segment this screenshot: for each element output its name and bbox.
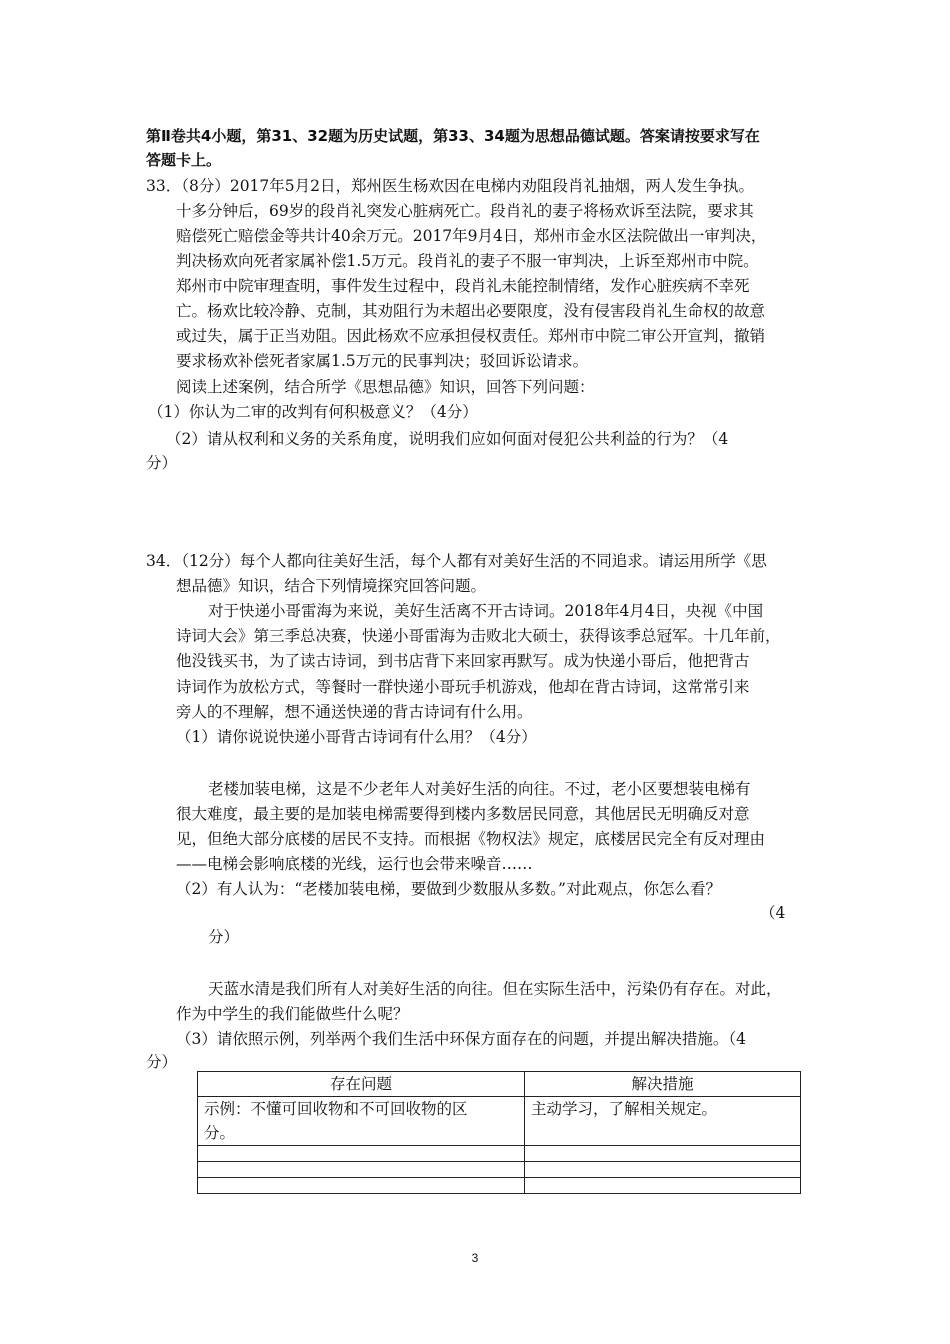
q34-intro-line: 34．（12分）每个人都向往美好生活，每个人都有对美好生活的不同追求。请运用所学《思 (146, 552, 767, 570)
q34-scenario1-line: 他没钱买书，为了读古诗词，到书店背下来回家再默写。成为快递小哥后，他把背古 (176, 652, 750, 670)
q34-scenario1-line: 诗词大会》第三季总决赛，快递小哥雷海为击败北大硕士，获得该季总冠军。十几年前， (176, 627, 781, 645)
answer-cell-solution[interactable] (525, 1146, 801, 1162)
table-row (198, 1178, 801, 1194)
q34-scenario1-line: 诗词作为放松方式，等餐时一群快递小哥玩手机游戏，他却在背古诗词，这常常引来 (176, 678, 750, 696)
table-row (198, 1162, 801, 1178)
example-problem-line2: 分。 (204, 1124, 236, 1142)
answer-cell-solution[interactable] (525, 1178, 801, 1194)
table-header-solution: 解决措施 (525, 1072, 801, 1097)
q33-line: 判决杨欢向死者家属补偿1.5万元。段肖礼的妻子不服一审判决，上诉至郑州市中院。 (176, 252, 759, 270)
table-example-solution: 主动学习，了解相关规定。 (525, 1097, 801, 1146)
q34-subquestion-3-cont: 分） (146, 1053, 178, 1071)
q34-subquestion-2-points: （4 (760, 904, 786, 922)
q33-line: 33．（8分）2017年5月2日，郑州医生杨欢因在电梯内劝阻段肖礼抽烟，两人发生争执。 (146, 177, 755, 195)
answer-cell-problem[interactable] (198, 1146, 525, 1162)
q33-prompt: 阅读上述案例，结合所学《思想品德》知识，回答下列问题： (176, 378, 595, 396)
q33-line: 要求杨欢补偿死者家属1.5万元的民事判决；驳回诉讼请求。 (176, 352, 589, 370)
table-example-problem (198, 1097, 525, 1146)
q34-scenario2-line: 老楼加装电梯，这是不少老年人对美好生活的向往。不过，老小区要想装电梯有 (208, 780, 751, 798)
q34-scenario3-line: 作为中学生的我们能做些什么呢？ (176, 1005, 409, 1023)
section-instruction-line1: 第Ⅱ卷共4小题，第31、32题为历史试题，第33、34题为思想品德试题。答案请按要求写在 (146, 127, 760, 145)
answer-cell-problem[interactable] (198, 1162, 525, 1178)
table-row (198, 1146, 801, 1162)
q33-line: 亡。杨欢比较冷静、克制，其劝阻行为未超出必要限度，没有侵害段肖礼生命权的故意 (176, 302, 766, 320)
q33-subquestion-2: （2）请从权利和义务的关系角度，说明我们应如何面对侵犯公共利益的行为？（4 (166, 430, 729, 448)
example-problem-line1: 示例：不懂可回收物和不可回收物的区 (204, 1100, 468, 1118)
q34-subquestion-1: （1）请你说说快递小哥背古诗词有什么用？（4分） (176, 728, 537, 746)
q33-line: 十多分钟后，69岁的段肖礼突发心脏病死亡。段肖礼的妻子将杨欢诉至法院，要求其 (176, 202, 754, 220)
q33-subquestion-2-cont: 分） (146, 454, 178, 472)
q34-subquestion-3: （3）请依照示例，列举两个我们生活中环保方面存在的问题，并提出解决措施。（4 (176, 1030, 746, 1048)
q34-scenario2-line: 见，但绝大部分底楼的居民不支持。而根据《物权法》规定，底楼居民完全有反对理由 (176, 830, 766, 848)
q34-scenario3-line: 天蓝水清是我们所有人对美好生活的向往。但在实际生活中，污染仍有存在。对此， (208, 980, 782, 998)
section-instruction-line2: 答题卡上。 (146, 151, 222, 169)
q34-scenario2-line: 很大难度，最主要的是加装电梯需要得到楼内多数居民同意，其他居民无明确反对意 (176, 805, 750, 823)
answer-cell-problem[interactable] (198, 1178, 525, 1194)
q34-subquestion-2-points-cont: 分） (208, 928, 240, 946)
q34-intro-line: 想品德》知识，结合下列情境探究回答问题。 (176, 577, 487, 595)
q33-subquestion-1: （1）你认为二审的改判有何积极意义？（4分） (148, 403, 478, 421)
q34-scenario2-line: ——电梯会影响底楼的光线，运行也会带来噪音…… (176, 855, 533, 873)
q34-subquestion-2: （2）有人认为：“老楼加装电梯，要做到少数服从多数。”对此观点，你怎么看？ (176, 880, 721, 898)
q33-line: 或过失，属于正当劝阻。因此杨欢不应承担侵权责任。郑州市中院二审公开宣判，撤销 (176, 327, 766, 345)
page-number: 3 (471, 1251, 479, 1265)
q33-line: 郑州市中院审理查明，事件发生过程中，段肖礼未能控制情绪，发作心脏疾病不幸死 (176, 277, 750, 295)
table-header-problem: 存在问题 (198, 1072, 525, 1097)
answer-table (197, 1071, 801, 1194)
q34-scenario1-line: 对于快递小哥雷海为来说，美好生活离不开古诗词。2018年4月4日，央视《中国 (208, 602, 764, 620)
q33-line: 赔偿死亡赔偿金等共计40余万元。2017年9月4日，郑州市金水区法院做出一审判决， (176, 227, 767, 245)
answer-cell-solution[interactable] (525, 1162, 801, 1178)
q34-scenario1-line: 旁人的不理解，想不通送快递的背古诗词有什么用。 (176, 703, 533, 721)
